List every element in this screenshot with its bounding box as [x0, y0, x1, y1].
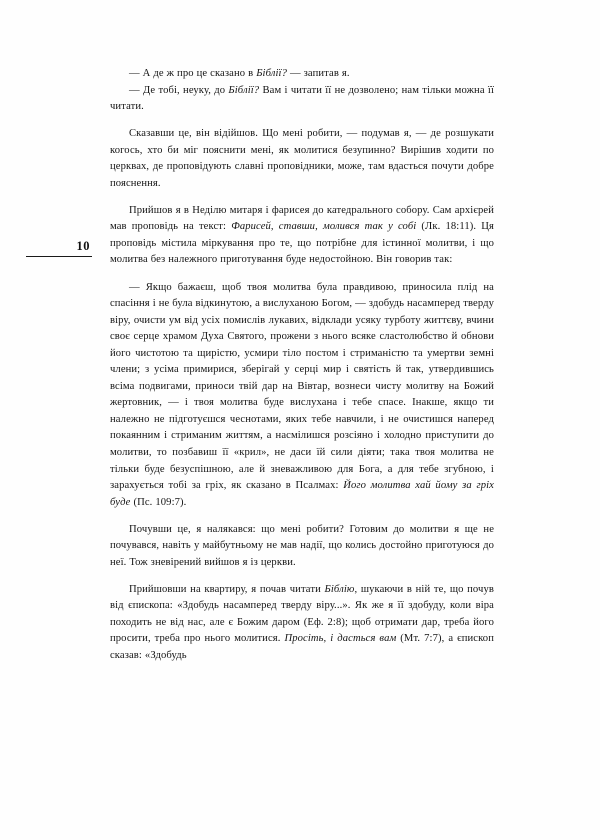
- text-run: Вам і читати її не дозволено; нам тільки можна її читати.: [110, 84, 494, 113]
- scripture-quote: Біблії?: [256, 68, 287, 79]
- text-run: — Де тобі, неуку, до: [129, 84, 229, 96]
- text-run: — Якщо бажаєш, щоб твоя молитва була правдивою, приносила плід на спасіння і не була відкинутою, а вислуханою Богом, — здобудь насамперед тверду віру, очисти ум від усіх помислів лукавих, відклади усяку турботу життєву, вчини своє серце храмом Духа Святого, прожени з нього всяке сластолюбство й обнови його чистотою та щирістю, усмири тіло постом і стриманістю та умертви земні члени; з усіма примирися, зберігай у серці мир і святість й так, утвердившись всіма подвигами, приноси твій дар на Вівтар, вознеси чисту молитву на Божий жертовник, — і твоя молитва буде вислухана і тебе спасе. Інакше, якщо ти належно не підготуєшся чеснотами, яких тебе навчили, і не очистишся наперед покаянним і стриманим життям, а насмілишся розсіяно і холодно приступити до молитви, то позбавиш її «крил», не даси їй сили діяти; така твоя молитва не тільки буде безуспішною, але й зневажливою для Бога, а для тебе згубною, і зарахується тобі за гріх, як сказано в Псалмах:: [110, 281, 495, 492]
- text-run: — запитав я.: [287, 68, 350, 79]
- text-run: Почувши це, я налякався: що мені робити? Готовим до молитви я ще не почувався, навіть у майбутньому не мав надії, що колись достойно приготуюся до неї. Тож зневірений вийшов я із церкви.: [110, 523, 494, 568]
- page-number: 10: [76, 239, 90, 253]
- text-run: (Пс. 109:7).: [130, 496, 187, 508]
- paragraph-7: [110, 582, 494, 665]
- text-run: — А де ж про це сказано в: [129, 68, 257, 79]
- folio-rule: [26, 256, 92, 257]
- text-run: Прийшов я в Неділю митаря і фарисея до катедрального собору. Сам архієрей мав проповідь на текст:: [110, 204, 494, 233]
- scripture-quote: Біблії?: [228, 84, 260, 96]
- text-run: Сказавши це, він відійшов. Що мені робити, — подумав я, — де розшукати когось, хто би міг пояснити мені, як молитися безупинно? Вирішив ходити по церквах, де проповідують славні проповідники, може, там вдасться почути добре пояснення.: [110, 128, 494, 189]
- scripture-quote: Його молитва хай йому за гріх буде: [110, 480, 494, 508]
- text-run: , шукаючи в ній те, що почув від єпископа: «Здобудь насамперед тверду віру...». Як же я її здобуду, коли віра походить не від нас, але є Божим даром (Еф. 2:8); щоб отримати дар, треба його просити, треба про нього молитися.: [110, 583, 495, 645]
- paragraph-1: [110, 66, 494, 83]
- text-block: [110, 66, 494, 665]
- paragraph-5: [110, 280, 494, 512]
- paragraph-6: [110, 522, 494, 572]
- text-run: (Лк. 18:11). Ця проповідь містила міркування про те, що потрібне для істинної молитви, і що молитва без належного приготування буде недостойною. Він говорив так:: [110, 221, 494, 266]
- scripture-quote: Біблію: [324, 583, 355, 595]
- text-run: (Мт. 7:7), а єпископ сказав: «Здобудь: [110, 633, 494, 661]
- paragraph-3: [110, 126, 494, 192]
- text-run: Прийшовши на квартиру, я почав читати: [129, 583, 325, 595]
- paragraph-4: [110, 203, 494, 269]
- scripture-quote: Просіть, і дасться вам: [284, 633, 397, 645]
- paragraph-2: [110, 83, 494, 116]
- folio: [26, 240, 92, 257]
- scripture-quote: Фарисей, ставши, молився так у собі: [231, 221, 417, 233]
